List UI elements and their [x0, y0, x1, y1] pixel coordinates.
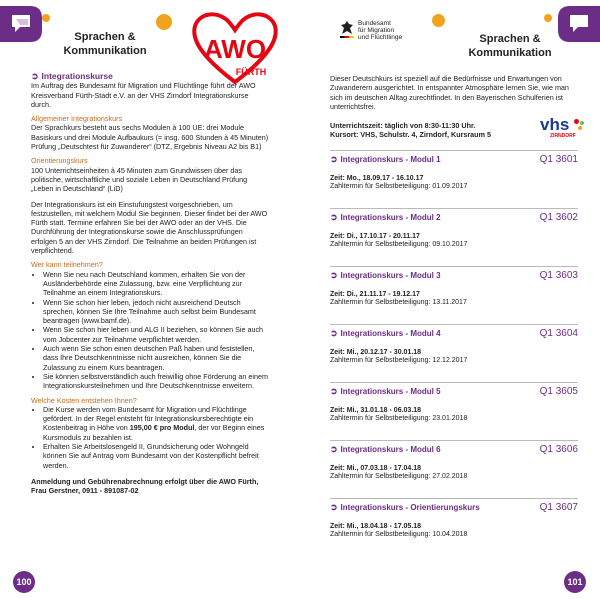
- course-payment-date: Zahltermin für Selbstbeteiligung: 13.11.2017: [330, 299, 467, 306]
- orange-dot: [42, 14, 50, 22]
- course-payment-date: Zahltermin für Selbstbeteiligung: 27.02.2018: [330, 473, 468, 480]
- course-code: Q1 3601: [539, 154, 578, 165]
- speech-bubble-icon: [558, 6, 600, 42]
- vhs-logo: [540, 117, 592, 141]
- anmeldung-text: Anmeldung und Gebührenabrechnung erfolgt über die AWO Fürth, Frau Gerstner, 0911 - 891087-02: [31, 476, 259, 496]
- subheading: Wer kann teilnehmen?: [31, 260, 103, 270]
- intro-text: Dieser Deutschkurs ist speziell auf die Bedürfnisse und Erwartungen von Zuwanderern ausgerichtet. In entspannter Atmosphäre lernen Sie, wie man sich im deutschen Alltag zurechtfindet. In den Bayerischen Schulferien ist unterrichtsfrei.: [330, 74, 569, 111]
- wer-list: [31, 270, 269, 391]
- page-number: 100: [13, 571, 35, 593]
- list-item: • Wenn Sie schon hier leben und ALG II beziehen, so können Sie auch vom Jobcenter zur Teilnahme verpflichtet werden.: [43, 325, 269, 344]
- course-block: [330, 266, 578, 306]
- bamf-logo: [340, 20, 420, 46]
- arrow-icon: ➲: [31, 71, 39, 81]
- course-time: Zeit: Mi., 18.04.18 - 17.05.18: [330, 523, 422, 530]
- course-payment-date: Zahltermin für Selbstbeteiligung: 12.12.2017: [330, 357, 468, 364]
- course-payment-date: Zahltermin für Selbstbeteiligung: 09.10.2017: [330, 241, 468, 248]
- list-item: • Wenn Sie schon hier leben, jedoch nicht ausreichend Deutsch sprechen, können Sie Ihre Teilnahme auch selbst beim Bundesamt beantragen (www.bamf.de).: [43, 298, 269, 326]
- subheading: Allgemeiner Integrationskurs: [31, 114, 123, 124]
- voraussetzung-text: Der Integrationskurs ist ein Einstufungstest vorgeschrieben, um festzustellen, mit welchem Modul Sie beginnen. Dieser findet bei der AWO Fürth statt. Termine erfahren Sie bei der AWO oder an der VHS. Die Durchführung der Integrationskurse sowie die Anschlussprüfungen erfolgen 5 an der VHS Zirndorf. Die Teilnahme an beiden Prüfungen ist verpflichtend.: [31, 199, 268, 256]
- speech-bubble-icon: [0, 6, 42, 42]
- orange-dot: [432, 14, 445, 27]
- course-time: Zeit: Mo., 18.09.17 - 16.10.17: [330, 175, 424, 182]
- page-number: 101: [564, 571, 586, 593]
- left-content: [31, 72, 269, 495]
- course-time: Zeit: Mi., 31.01.18 - 06.03.18: [330, 407, 422, 414]
- kursort: Kursort: VHS, Schulstr. 4, Zirndorf, Kursraum 5: [330, 130, 491, 140]
- course-time: Zeit: Di., 17.10.17 - 20.11.17: [330, 233, 420, 240]
- list-item: • Auch wenn Sie schon einen deutschen Paß haben und feststellen, dass Ihre Deutschkenntnisse nicht ausreichen, können Sie die Zulassung zu einem Kurs beantragen.: [43, 344, 269, 372]
- course-name: ➲ Integrationskurs - Modul 5: [330, 386, 441, 396]
- course-code: Q1 3602: [539, 212, 578, 223]
- course-code: Q1 3604: [539, 328, 578, 339]
- subheading: Welche Kosten entstehen Ihnen?: [31, 395, 137, 405]
- course-name: ➲ Integrationskurs - Modul 2: [330, 212, 441, 222]
- list-item: • Sie können selbstverständlich auch freiwillig ohne Förderung an einem Integrationskursteilnehmen und Ihre Deutschkenntnisse erweitern.: [43, 372, 269, 391]
- allgemein-text: Der Sprachkurs besteht aus sechs Modulen à 100 UE: drei Module Basiskurs und drei Module Aufbaukurs (= insg. 600 Stunden à 45 Minuten) Prüfung „Deutschtest für Zuwanderer“ (DTZ, Ergebnis Niveau A2 bis B1): [31, 123, 269, 152]
- course-time: Zeit: Di., 21.11.17 - 19.12.17: [330, 291, 420, 298]
- course-time: Zeit: Mi., 07.03.18 - 17.04.18: [330, 465, 422, 472]
- unterrichtszeit: Unterrichtszeit: täglich von 8:30-11:30 Uhr.: [330, 121, 476, 131]
- orange-dot: [156, 14, 172, 30]
- course-payment-date: Zahltermin für Selbstbeteiligung: 01.09.2017: [330, 183, 468, 190]
- course-payment-date: Zahltermin für Selbstbeteiligung: 23.01.2018: [330, 415, 468, 422]
- intro-text: Im Auftrag des Bundesamt für Migration und Flüchtlinge führt der AWO Kreisverband Fürth-Stadt e.V. an der VHS Zirndorf Integrationskurse durch.: [31, 81, 256, 109]
- course-block: [330, 440, 578, 480]
- orange-dot: [544, 14, 552, 22]
- right-page: [300, 0, 600, 599]
- awo-logo-text: AWO: [203, 34, 267, 64]
- awo-logo-subtext: FÜRTH: [235, 67, 267, 77]
- header-title: Sprachen & Kommunikation: [468, 33, 552, 59]
- course-name: ➲ Integrationskurs - Modul 3: [330, 270, 441, 280]
- course-code: Q1 3605: [539, 386, 578, 397]
- course-name: ➲ Integrationskurs - Orientierungskurs: [330, 502, 480, 512]
- eagle-icon: [340, 20, 354, 38]
- course-block: [330, 382, 578, 422]
- course-name: ➲ Integrationskurs - Modul 6: [330, 444, 441, 454]
- subheading: Orientierungskurs: [31, 156, 88, 166]
- course-block: [330, 208, 578, 248]
- list-item: • Wenn Sie neu nach Deutschland kommen, erhalten Sie von der Ausländerbehörde eine Zulassung, bzw. eine Verpflichtung zur Teilnahme an einem Integrationskurs.: [43, 270, 269, 298]
- list-item: • Die Kurse werden vom Bundesamt für Migration und Flüchtlinge gefördert. In der Regel entsteht für Integrationskursberechtigte ein Kostenbeitrag in Höhe von 195,00 € pro Modul, der vor Beginn eines Kursmoduls zu bezahlen ist.: [43, 405, 269, 442]
- list-item: • Erhalten Sie Arbeitslosengeld II, Grundsicherung oder Wohngeld können Sie auf Antrag vom Bundesamt von der Kostenpflicht befreit werden.: [43, 442, 269, 470]
- bamf-logo-text: Bundesamt für Migration und Flüchtlinge: [358, 20, 403, 41]
- vhs-logo-text: vhs: [540, 115, 570, 134]
- course-code: Q1 3606: [539, 444, 578, 455]
- header-title: Sprachen & Kommunikation: [63, 31, 147, 57]
- course-code: Q1 3607: [539, 502, 578, 513]
- course-block: [330, 498, 578, 538]
- vhs-logo-sub: ZIRNDORF: [550, 133, 576, 139]
- kosten-list: [31, 405, 269, 470]
- course-time: Zeit: Mi., 20.12.17 - 30.01.18: [330, 349, 422, 356]
- orient-text: 100 Unterrichtseinheiten à 45 Minuten zum Grundwissen über das politische, wirtschaftliche und soziale Leben in Deutschland Prüfung „Leben in Deutschland“ (LiD): [31, 165, 248, 194]
- course-block: [330, 324, 578, 364]
- course-payment-date: Zahltermin für Selbstbeteiligung: 10.04.2018: [330, 531, 468, 538]
- course-name: ➲ Integrationskurs - Modul 1: [330, 154, 441, 164]
- section-title: ➲ Integrationskurse: [31, 71, 113, 81]
- course-code: Q1 3603: [539, 270, 578, 281]
- course-name: ➲ Integrationskurs - Modul 4: [330, 328, 441, 338]
- course-block: [330, 150, 578, 190]
